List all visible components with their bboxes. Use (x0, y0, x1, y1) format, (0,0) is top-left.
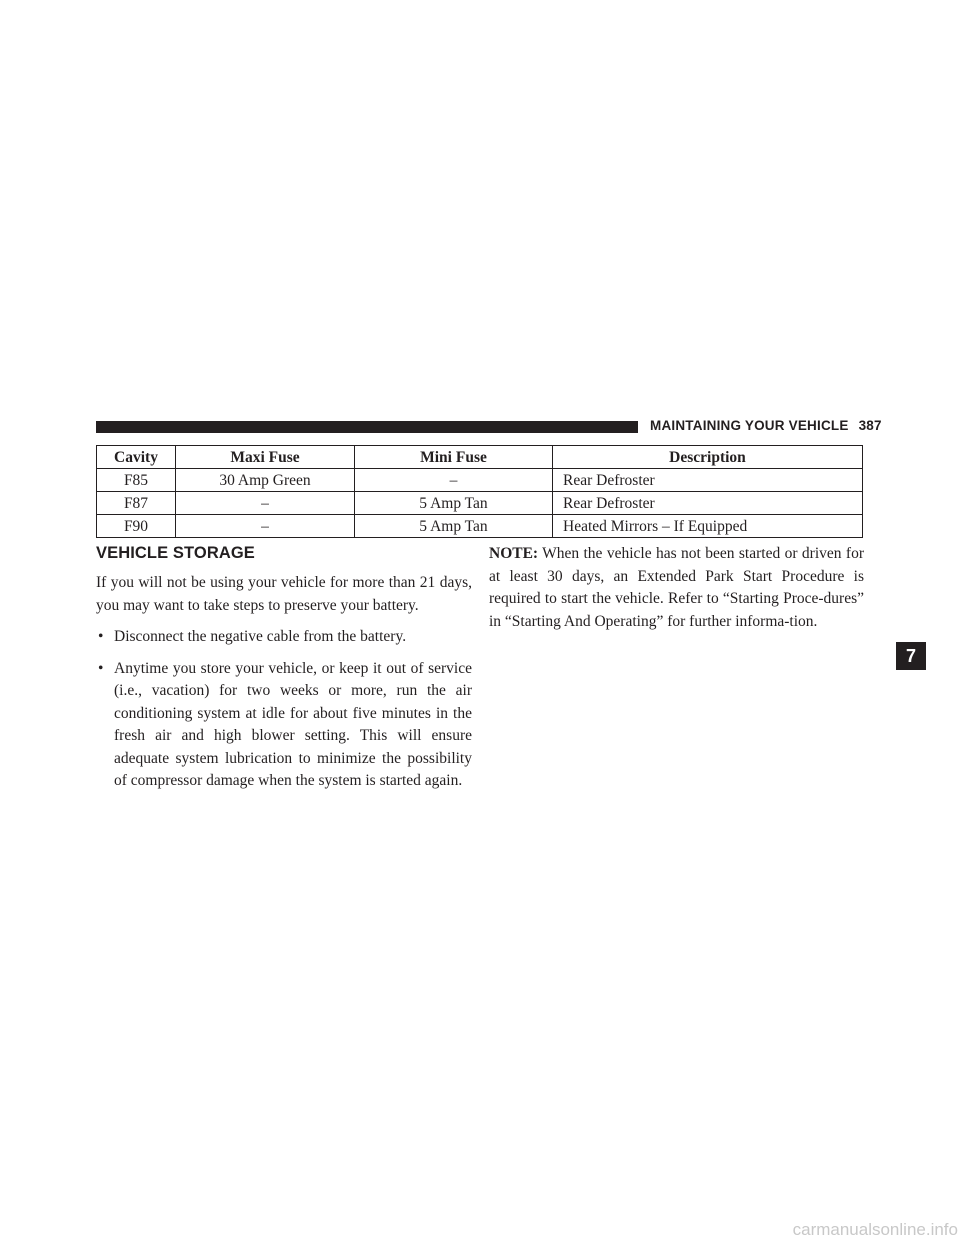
cell-description: Rear Defroster (553, 492, 863, 515)
cell-mini-fuse: 5 Amp Tan (355, 515, 553, 538)
cell-cavity: F90 (97, 515, 176, 538)
header-rule (96, 421, 638, 433)
list-item-text: Anytime you store your vehicle, or keep it out of service (i.e., vacation) for two weeks or more, run the air conditioning system at idle for about five minutes in the fresh air and high blower setting. This will ensure adequate system lubrication to minimize the possibility of compressor damage when the system is started again. (114, 659, 472, 789)
bullet-list (96, 626, 472, 793)
note-label: NOTE: (489, 545, 539, 562)
cell-description: Rear Defroster (553, 469, 863, 492)
right-column (489, 543, 864, 633)
list-item-text: Disconnect the negative cable from the battery. (114, 628, 407, 645)
note-text: When the vehicle has not been started or driven for at least 30 days, an Extended Park Start Procedure is required to start the vehicle. Refer to “Starting Proce-dures” in “Starting And Operating” for further informa-tion. (489, 545, 864, 630)
column-header-description: Description (553, 446, 863, 469)
list-item (96, 658, 472, 793)
watermark: carmanualsonline.info (792, 1220, 958, 1239)
chapter-tab: 7 (896, 642, 926, 670)
table-row (97, 515, 863, 538)
note-paragraph (489, 543, 864, 633)
cell-maxi-fuse: 30 Amp Green (176, 469, 355, 492)
cell-description: Heated Mirrors – If Equipped (553, 515, 863, 538)
cell-cavity: F85 (97, 469, 176, 492)
cell-mini-fuse: 5 Amp Tan (355, 492, 553, 515)
header-title: MAINTAINING YOUR VEHICLE (650, 418, 849, 433)
column-header-maxi-fuse: Maxi Fuse (176, 446, 355, 469)
cell-cavity: F87 (97, 492, 176, 515)
section-heading: VEHICLE STORAGE (96, 544, 255, 562)
page-number: 387 (858, 418, 882, 433)
column-header-cavity: Cavity (97, 446, 176, 469)
bullet-icon: • (98, 628, 104, 645)
intro-paragraph: If you will not be using your vehicle for more than 21 days, you may want to take steps to preserve your battery. (96, 574, 472, 614)
running-header (650, 418, 882, 433)
table-row (97, 492, 863, 515)
cell-maxi-fuse: – (176, 492, 355, 515)
column-header-mini-fuse: Mini Fuse (355, 446, 553, 469)
list-item (96, 626, 472, 649)
fuse-table (96, 445, 863, 538)
table-header-row (97, 446, 863, 469)
bullet-icon: • (98, 659, 104, 677)
cell-mini-fuse: – (355, 469, 553, 492)
table-row (97, 469, 863, 492)
cell-maxi-fuse: – (176, 515, 355, 538)
left-column (96, 543, 472, 802)
